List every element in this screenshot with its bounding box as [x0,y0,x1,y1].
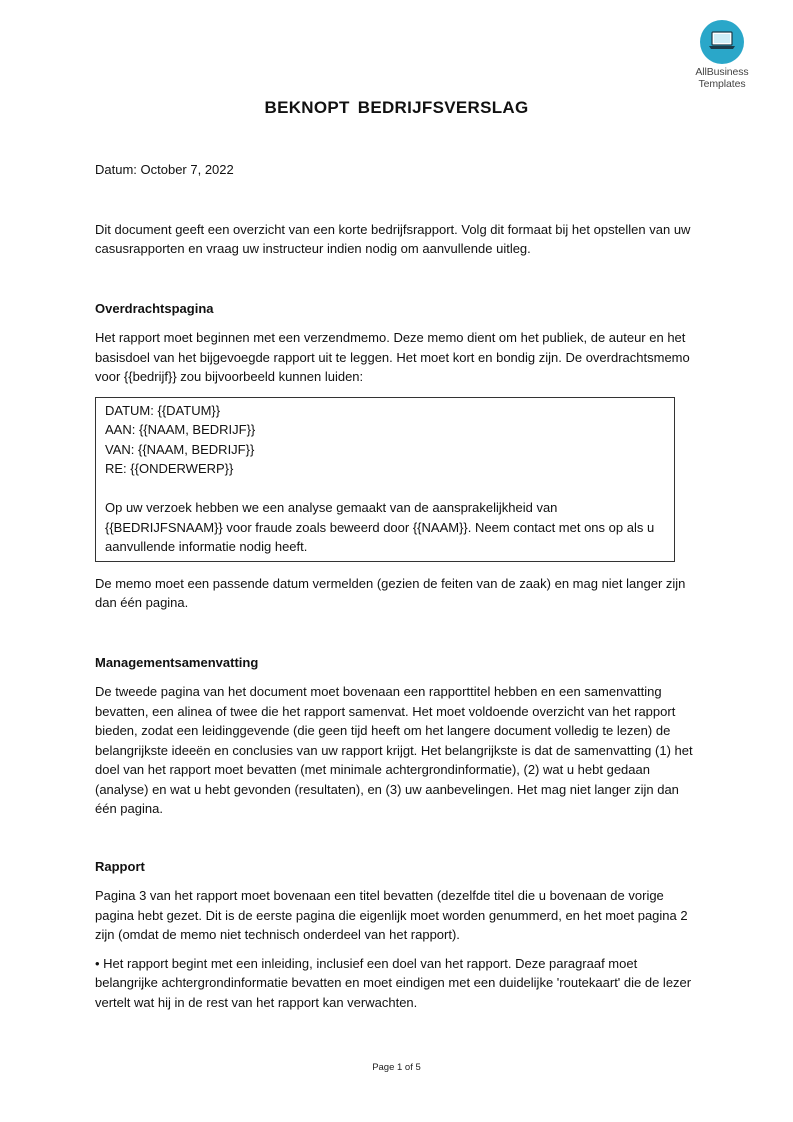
section-heading-summary: Managementsamenvatting [95,654,259,670]
memo-spacer [105,479,665,499]
logo-line-2: Templates [698,78,746,90]
logo-text [686,66,758,90]
summary-paragraph: De tweede pagina van het document moet bovenaan een rapporttitel hebben en een samenvatting bevatten, een alinea of twee die het rapport samenvat. Het moet voldoende overzicht van het rapport bieden, zodat een leidinggevende (die geen tijd heeft om het langere document volledig te lezen) de belangrijkste ideeën en conclusies van uw rapport krijgt. Het belangrijkste is dat de samenvatting (1) het doel van het rapport moet bevatten (met minimale achtergrondinformatie), (2) wat u hebt gedaan (analyse) en wat u hebt gevonden (resultaten), en (3) uw aanbevelingen. Het mag niet langer zijn dan één pagina. [95,684,693,816]
section-heading-transfer: Overdrachtspagina [95,300,214,316]
section-heading-report: Rapport [95,858,145,874]
memo-text: Op uw verzoek hebben we een analyse gemaakt van de aansprakelijkheid van {{BEDRIJFSNAAM}} voor fraude zoals beweerd door {{NAAM}}. Neem contact met ons op als u aanvullende informatie nodig heeft. [105,500,655,554]
report-bullet: • Het rapport begint met een inleiding, inclusief een doel van het rapport. Deze paragraaf moet belangrijke achtergrondinformatie bevatten en moet eindigen met een duidelijke 'routekaart' die de lezer vertelt wat hij in de rest van het rapport kan verwachten. [95,955,692,1010]
laptop-icon [708,30,736,52]
memo-to: AAN: {{NAAM, BEDRIJF}} [105,422,256,437]
memo-note-paragraph: De memo moet een passende datum vermelden (gezien de feiten van de zaak) en mag niet langer zijn dan één pagina. [95,575,686,610]
memo-example-box [95,397,675,562]
logo-badge [700,20,744,64]
report-paragraph: Pagina 3 van het rapport moet bovenaan een titel bevatten (dezelfde titel die u bovenaan de vorige pagina hebt gezet. Dit is de eerste pagina die eigenlijk moet worden genummerd, en het moet pagina 2 zijn (omdat de memo niet technisch onderdeel van het rapport). [95,888,688,942]
document-body [95,160,700,1012]
memo-from: VAN: {{NAAM, BEDRIJF}} [105,441,255,457]
memo-re: RE: {{ONDERWERP}} [105,461,234,476]
transfer-paragraph: Het rapport moet beginnen met een verzendmemo. Deze memo dient om het publiek, de auteur en het basisdoel van het bijgevoegde rapport uit te leggen. Het moet kort en bondig zijn. De overdrachtsmemo voor {{bedrijf}} zou bijvoorbeeld kunnen luiden: [95,330,690,384]
page-number: Page 1 of 5 [372,1062,421,1073]
document-title: BEKNOPT BEDRIJFSVERSLAG [264,98,529,117]
memo-date: DATUM: {{DATUM}} [105,402,221,418]
date-line: Datum: October 7, 2022 [95,162,234,177]
logo-line-1: AllBusiness [695,66,749,78]
company-logo [686,20,758,90]
intro-paragraph: Dit document geeft een overzicht van een korte bedrijfsrapport. Volg dit formaat bij het opstellen van uw casusrapporten en vraag uw instructeur indien nodig om aanvullende uitleg. [95,221,691,256]
